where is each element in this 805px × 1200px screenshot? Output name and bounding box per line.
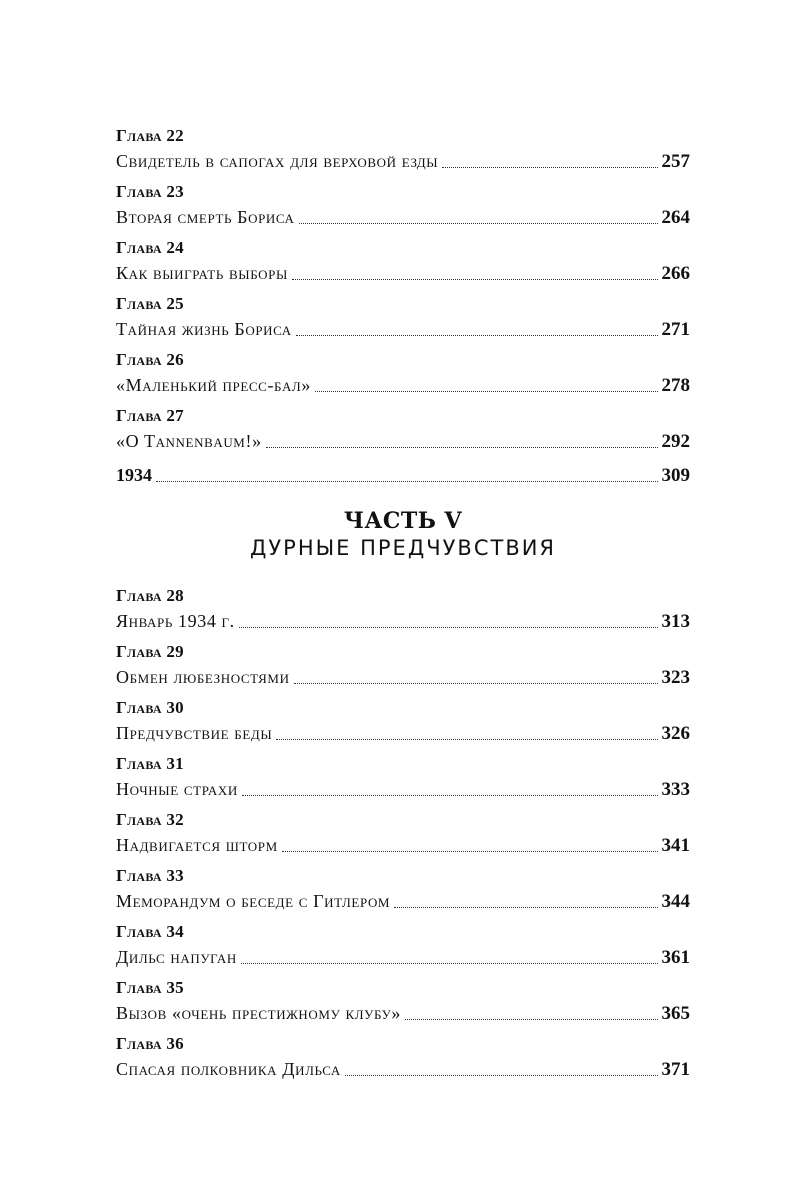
toc-entry-chapter-28 [116,586,690,634]
chapter-title: Как выиграть выборы [116,263,288,283]
chapter-label: Глава 32 [116,810,184,829]
chapter-title: Свидетель в сапогах для верховой езды [116,151,439,171]
dot-leader [241,962,658,964]
toc-entry-chapter-29 [116,642,690,690]
toc-line [116,608,690,634]
chapter-label: Глава 29 [116,642,184,661]
dot-leader [239,626,658,628]
toc-entry-chapter-34 [116,922,690,970]
toc-line [116,664,690,690]
page-number: 344 [661,891,690,912]
dot-leader [394,906,657,908]
chapter-title: Меморандум о беседе с Гитлером [116,891,391,911]
dot-leader [266,446,658,448]
chapter-title: Вторая смерть Бориса [116,207,295,227]
toc-entry-chapter-36 [116,1034,690,1082]
toc-line [116,1000,690,1026]
toc-line [116,428,690,454]
toc-line [116,462,690,488]
toc-line [116,832,690,858]
dot-leader [315,390,658,392]
toc-entry-chapter-23 [116,182,690,230]
toc-entry-year [116,462,690,488]
chapter-label: Глава 24 [116,238,184,257]
toc-entry-chapter-31 [116,754,690,802]
part-subtitle: ДУРНЫЕ ПРЕДЧУВСТВИЯ [249,536,557,560]
page-number: 257 [661,151,690,172]
chapter-title: Дильс напуган [116,947,237,967]
dot-leader [282,850,658,852]
dot-leader [294,682,658,684]
dot-leader [242,794,658,796]
chapter-title: Ночные страхи [116,779,238,799]
chapter-title: Вызов «очень престижному клубу» [116,1003,401,1023]
chapter-label: Глава 35 [116,978,184,997]
page-number: 333 [661,779,690,800]
chapter-title: Обмен любезностями [116,667,290,687]
page-number: 266 [661,263,690,284]
page-number: 313 [661,611,690,632]
dot-leader [442,166,657,168]
dot-leader [296,334,658,336]
toc-entry-chapter-25 [116,294,690,342]
chapter-label: Глава 22 [116,126,184,145]
dot-leader [276,738,657,740]
toc-entry-chapter-33 [116,866,690,914]
toc-entry-chapter-22 [116,126,690,174]
toc-line [116,776,690,802]
toc-line [116,720,690,746]
page-number: 278 [661,375,690,396]
dot-leader [156,480,658,482]
dot-leader [405,1018,658,1020]
chapter-title: Надвигается шторм [116,835,278,855]
chapter-title: «O Tannenbaum!» [116,431,262,451]
toc-entry-chapter-30 [116,698,690,746]
chapter-title: «Маленький пресс-бал» [116,375,311,395]
chapter-title: Спасая полковника Дильса [116,1059,341,1079]
page-number: 323 [661,667,690,688]
toc-entry-chapter-32 [116,810,690,858]
page-number: 309 [661,465,690,486]
page-number: 361 [661,947,690,968]
page-number: 365 [661,1003,690,1024]
toc-line [116,148,690,174]
part-label: ЧАСТЬ V [343,508,463,534]
chapter-label: Глава 34 [116,922,184,941]
page-number: 341 [661,835,690,856]
chapter-title: Январь 1934 г. [116,611,235,631]
chapter-label: Глава 23 [116,182,184,201]
toc-entry-chapter-26 [116,350,690,398]
toc-entry-chapter-35 [116,978,690,1026]
chapter-label: Глава 31 [116,754,184,773]
chapter-label: Глава 25 [116,294,184,313]
toc-line [116,316,690,342]
page-number: 371 [661,1059,690,1080]
toc-line [116,372,690,398]
toc-entry-chapter-24 [116,238,690,286]
page-number: 326 [661,723,690,744]
chapter-label: Глава 30 [116,698,184,717]
toc-line [116,260,690,286]
part-header [116,508,690,562]
toc-line [116,888,690,914]
chapter-label: Глава 33 [116,866,184,885]
toc-line [116,204,690,230]
page-number: 264 [661,207,690,228]
toc-line [116,1056,690,1082]
dot-leader [299,222,658,224]
chapter-title: Предчувствие беды [116,723,273,743]
toc-line [116,944,690,970]
year-title: 1934 [116,465,152,485]
chapter-label: Глава 27 [116,406,184,425]
table-of-contents [116,126,690,1090]
dot-leader [345,1074,658,1076]
toc-entry-chapter-27 [116,406,690,454]
chapter-label: Глава 28 [116,586,184,605]
page-number: 271 [661,319,690,340]
page-number: 292 [661,431,690,452]
chapter-title: Тайная жизнь Бориса [116,319,292,339]
chapter-label: Глава 26 [116,350,184,369]
chapter-label: Глава 36 [116,1034,184,1053]
dot-leader [292,278,658,280]
